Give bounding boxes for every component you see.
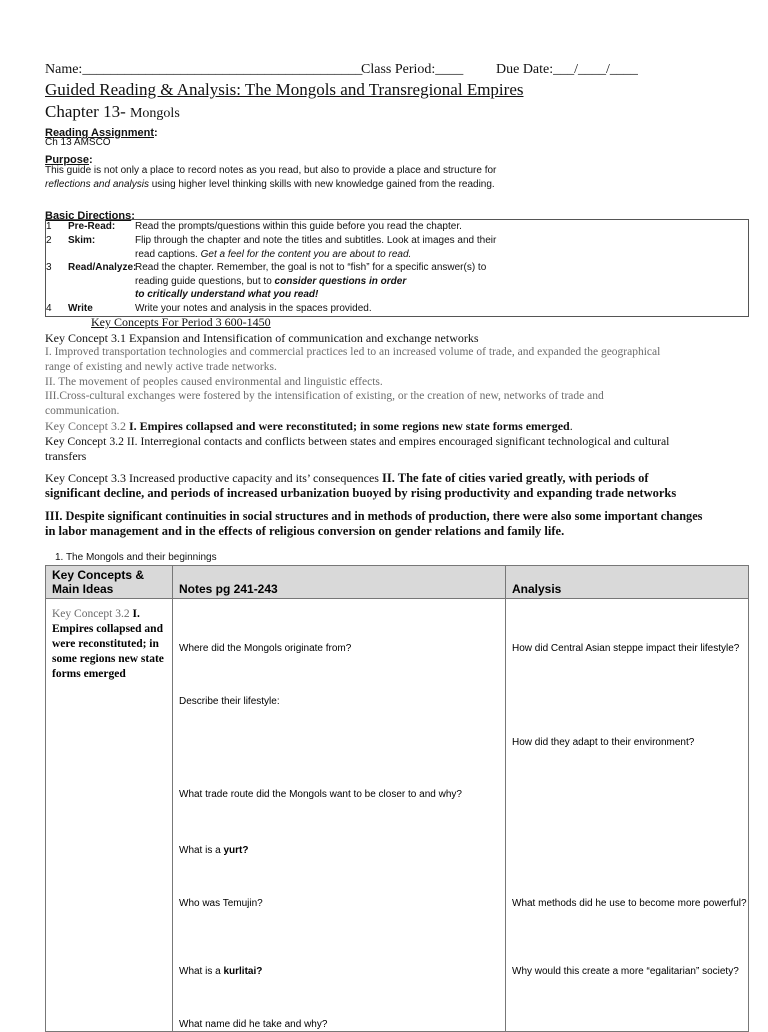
kc31-iii-line2: communication. — [45, 405, 120, 417]
kc33-iii-line1-text: III. Despite significant continuities in social structures and in methods of production, there were also some important changes — [45, 509, 703, 523]
direction-cont-text: read captions. — [135, 249, 201, 260]
kc31-iii-line1: III.Cross-cultural exchanges were fostered by the intensification of existing, or the creation of new, networks of trade and — [45, 390, 604, 402]
direction-text: Write your notes and analysis in the spaces provided. — [135, 303, 372, 314]
kc33-iii-line1 — [45, 509, 713, 524]
section-heading: 1. The Mongols and their beginnings — [55, 552, 217, 563]
notes-question: What trade route did the Mongols want to be closer to and why? — [179, 789, 462, 800]
basic-directions-label: Basic Directions — [45, 210, 132, 222]
worksheet-title: Guided Reading & Analysis: The Mongols and Transregional Empires — [45, 80, 524, 99]
direction-term: Read/Analyze: — [68, 262, 137, 273]
direction-num: 4 — [46, 303, 52, 314]
direction-term: Pre-Read: — [68, 221, 116, 232]
key-concept-cell — [46, 599, 173, 1032]
notes-cell[interactable] — [173, 599, 506, 1032]
chapter-heading — [45, 102, 180, 122]
notes-table — [45, 565, 749, 1032]
analysis-question: How did they adapt to their environment? — [512, 737, 695, 748]
direction-continuation — [135, 276, 406, 287]
period-heading: Key Concepts For Period 3 600-1450 — [91, 315, 271, 329]
notes-question: Where did the Mongols originate from? — [179, 643, 352, 654]
direction-num: 3 — [46, 262, 52, 273]
table-row — [46, 599, 749, 1032]
reading-assignment-value: Ch 13 AMSCO — [45, 137, 111, 148]
name-line — [45, 62, 362, 78]
kc32-ii-line2: transfers — [45, 449, 87, 463]
direction-text: Flip through the chapter and note the titles and subtitles. Look at images and their — [135, 235, 497, 246]
kc31-i-line2: range of existing and newly active trade networks. — [45, 361, 277, 373]
col1-header-line1: Key Concepts & — [52, 568, 145, 582]
kc33-bold-1: II. The fate of cities varied greatly, with periods of — [381, 471, 649, 485]
kc32-ii-line1-text: Key Concept 3.2 II. Interregional contacts and conflicts between states and empires encouraged significant technological and cultural — [45, 434, 670, 448]
kc32-i — [45, 419, 573, 434]
purpose-line-2 — [45, 179, 495, 190]
class-period-field: Class Period:____ — [361, 62, 464, 77]
direction-cont-italic: Get a feel for the content you are about to read. — [200, 249, 412, 260]
kc32-i-prefix: Key Concept 3.2 — [45, 419, 129, 433]
notes-question: Who was Temujin? — [179, 898, 263, 909]
kc32-i-bold: I. Empires collapsed and were reconstituted; in some regions new state forms emerged — [128, 419, 570, 433]
direction-cont-text: reading guide questions, but to — [135, 276, 275, 287]
notes-question: Describe their lifestyle: — [179, 696, 280, 707]
col-header-notes: Notes pg 241-243 — [173, 566, 506, 599]
col-header-analysis: Analysis — [506, 566, 749, 599]
purpose-rest: using higher level thinking skills with new knowledge gained from the reading. — [148, 179, 495, 190]
kc32-ii-line1 — [45, 434, 685, 449]
purpose-heading: Purpose: — [45, 154, 93, 166]
kc31-i-line1: I. Improved transportation technologies and commercial practices led to an increased volume of trade, and expanded the geographical — [45, 346, 661, 358]
analysis-question: How did Central Asian steppe impact their lifestyle? — [512, 643, 740, 654]
direction-num: 1 — [46, 221, 52, 232]
name-blank: ________________________________________ — [82, 62, 363, 77]
col-header-key-concepts — [46, 566, 173, 599]
purpose-label: Purpose — [45, 154, 90, 166]
chapter-prefix: Chapter 13- — [45, 102, 126, 121]
purpose-italic: reflections and analysis — [45, 179, 149, 190]
direction-continuation-2: to critically understand what you read! — [135, 289, 319, 300]
kc-cell-prefix: Key Concept 3.2 — [52, 608, 133, 620]
kc33-iii-line2: in labor management and in the effects of religious conversion on gender relations and family life. — [45, 524, 565, 538]
name-label: Name: — [45, 62, 83, 77]
analysis-question: Why would this create a more “egalitarian” society? — [512, 966, 739, 977]
notes-question-bold: kurlitai? — [223, 966, 263, 977]
kc33-line1 — [45, 471, 649, 486]
notes-question-text: What is a — [179, 966, 224, 977]
notes-question — [179, 845, 248, 856]
notes-question-bold: yurt? — [223, 845, 249, 856]
notes-question: What name did he take and why? — [179, 1019, 328, 1030]
direction-cont-bold: consider questions in order — [274, 276, 407, 287]
kc33-prefix: Key Concept 3.3 Increased productive capacity and its’ consequences — [45, 471, 382, 485]
analysis-cell[interactable] — [506, 599, 749, 1032]
purpose-line-1: This guide is not only a place to record notes as you read, but also to provide a place and structure for — [45, 165, 497, 176]
direction-term: Skim: — [68, 235, 96, 246]
col1-header-line2: Main Ideas — [52, 582, 114, 596]
direction-text: Read the prompts/questions within this guide before you read the chapter. — [135, 221, 462, 232]
notes-question-text: What is a — [179, 845, 224, 856]
direction-continuation — [135, 249, 411, 260]
table-header-row — [46, 566, 749, 599]
kc31-ii: II. The movement of peoples caused environmental and linguistic effects. — [45, 376, 383, 388]
direction-text: Read the chapter. Remember, the goal is not to “fish” for a specific answer(s) to — [135, 262, 487, 273]
key-concept-text — [52, 607, 166, 682]
basic-directions-heading: Basic Directions: — [45, 210, 135, 222]
chapter-topic: Mongols — [129, 106, 180, 121]
kc31-title: Key Concept 3.1 Expansion and Intensification of communication and exchange networks — [45, 331, 479, 345]
kc-cell-bold: I. Empires collapsed and were reconstituted; in some regions new state forms emerged — [52, 608, 164, 680]
direction-num: 2 — [46, 235, 52, 246]
notes-question — [179, 966, 262, 977]
analysis-question: What methods did he use to become more powerful? — [512, 898, 747, 909]
kc32-i-suffix: . — [569, 419, 573, 433]
due-date-field: Due Date:___/____/____ — [496, 62, 638, 77]
reading-assignment-label: Reading Assignment — [45, 127, 154, 139]
direction-term: Write — [68, 303, 93, 314]
reading-assignment-heading: Reading Assignment: — [45, 127, 158, 139]
kc33-bold-line2: significant decline, and periods of increased urbanization buoyed by rising productivity and expanding trade networks — [45, 486, 677, 500]
